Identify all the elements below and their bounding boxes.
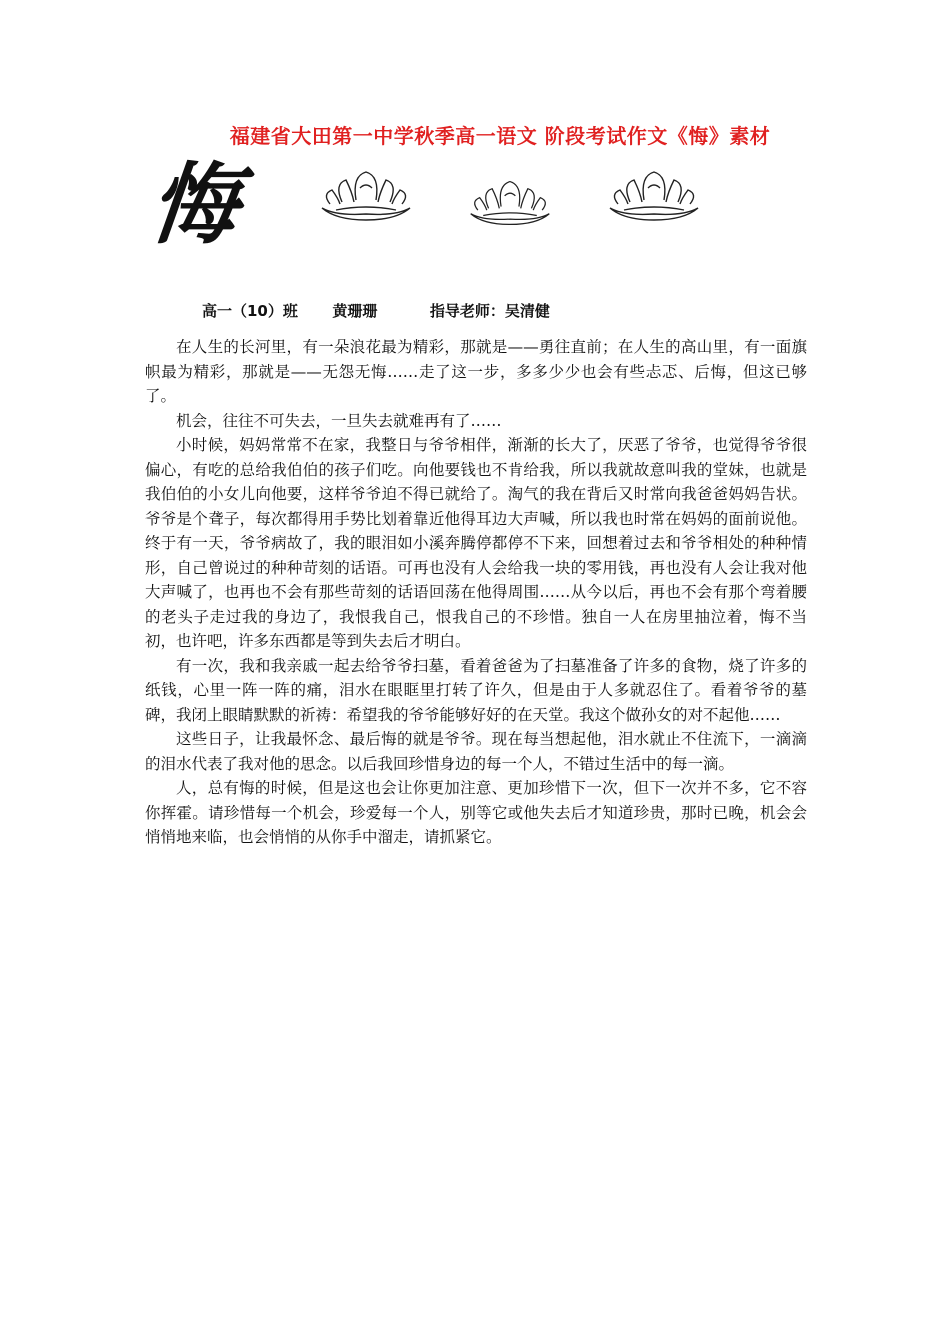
paragraph: 有一次，我和我亲戚一起去给爷爷扫墓，看着爸爸为了扫墓准备了许多的食物，烧了许多的纸钱，心里一阵一阵的痛，泪水在眼眶里打转了许久，但是由于人多就忍住了。看着爷爷的墓碑，我闭上眼睛默默的祈祷：希望我的爷爷能够好好的在天堂。我这个做孙女的对不起他…… <box>145 656 807 724</box>
paragraph: 小时候，妈妈常常不在家，我整日与爷爷相伴，渐渐的长大了，厌恶了爷爷，也觉得爷爷很偏心，有吃的总给我伯伯的孩子们吃。向他要钱也不肯给我，所以我就故意叫我的堂妹，也就是我伯伯的小女儿向他要，这样爷爷迫不得已就给了。淘气的我在背后又时常向我爸爸妈妈告状。爷爷是个聋子，每次都得用手势比划着靠近他得耳边大声喊，所以我也时常在妈妈的面前说他。终于有一天，爷爷病故了，我的眼泪如小溪奔腾停都停不下来，回想着过去和爷爷相处的种种情形，自己曾说过的种种苛刻的话语。可再也没有人会给我一块的零用钱，再也没有人会让我对他大声喊了，也再也不会有那些苛刻的话语回荡在他得周围……从今以后，再也不会有那个弯着腰的老头子走过我的身边了，我恨我自己，恨我自己的不珍惜。独自一人在房里抽泣着，悔不当初，也许吧，许多东西都是等到失去后才明白。 <box>145 436 807 650</box>
lotus-flower-icon <box>316 168 416 224</box>
lotus-flower-icon <box>604 168 704 224</box>
class-label: 高一（10）班 <box>202 302 298 320</box>
essay-body <box>145 335 807 850</box>
paragraph: 在人生的长河里，有一朵浪花最为精彩，那就是——勇往直前；在人生的高山里，有一面旗帜最为精彩，那就是——无怨无悔……走了这一步，多多少少也会有些忐忑、后悔，但这已够了。 <box>145 338 807 405</box>
document-title: 福建省大田第一中学秋季高一语文 阶段考试作文《悔》素材 <box>229 124 771 148</box>
author-line <box>202 300 550 321</box>
student-name: 黄珊珊 <box>332 302 378 320</box>
lotus-flower-icon <box>460 178 560 228</box>
paragraph: 机会，往往不可失去，一旦失去就难再有了…… <box>176 411 502 430</box>
decorative-calligraphy-char: 悔 <box>144 153 244 256</box>
paragraph: 人，总有悔的时候，但是这也会让你更加注意、更加珍惜下一次，但下一次并不多，它不容你挥霍。请珍惜每一个机会，珍爱每一个人，别等它或他失去后才知道珍贵，那时已晚，机会会悄悄地来临，也会悄悄的从你手中溜走，请抓紧它。 <box>145 779 807 846</box>
teacher-name: 指导老师：吴清健 <box>429 302 550 320</box>
paragraph: 这些日子，让我最怀念、最后悔的就是爷爷。现在每当想起他，泪水就止不住流下，一滴滴的泪水代表了我对他的思念。以后我回珍惜身边的每一个人，不错过生活中的每一滴。 <box>145 730 807 773</box>
